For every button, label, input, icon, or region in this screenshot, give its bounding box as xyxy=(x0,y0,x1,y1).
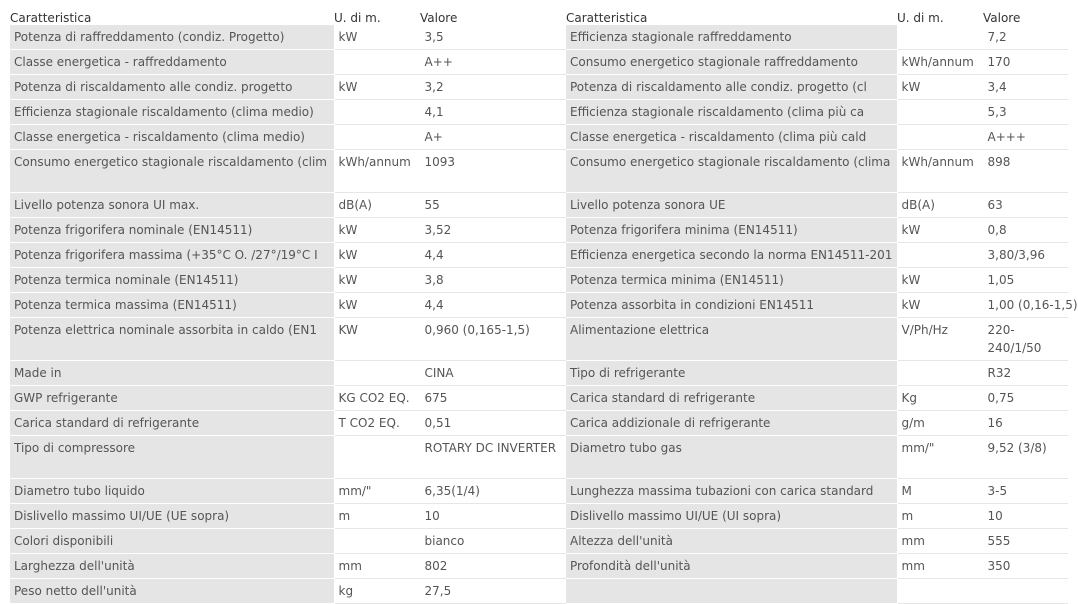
spec-name: Classe energetica - raffreddamento xyxy=(10,50,334,75)
spec-name: Altezza dell'unità xyxy=(566,529,897,554)
spec-rows-right xyxy=(566,25,1078,604)
spec-name: Efficienza stagionale riscaldamento (clima più ca xyxy=(566,100,897,125)
spec-name: Efficienza stagionale raffreddamento xyxy=(566,25,897,50)
table-row xyxy=(10,150,566,193)
spec-unit: m xyxy=(334,504,420,529)
spec-unit: KG CO2 EQ. xyxy=(334,386,420,411)
spec-name: Diametro tubo liquido xyxy=(10,479,334,504)
spec-unit xyxy=(334,50,420,75)
spec-unit xyxy=(897,125,983,150)
spec-value: 350 xyxy=(983,554,1067,579)
spec-value: 16 xyxy=(983,411,1067,436)
spec-unit xyxy=(334,436,420,479)
spec-value: CINA xyxy=(420,361,566,386)
spec-value: 3,8 xyxy=(420,268,566,293)
table-row xyxy=(566,268,1067,293)
table-row xyxy=(10,554,566,579)
table-row xyxy=(10,504,566,529)
spec-unit: KW xyxy=(334,318,420,361)
header-unit: U. di m. xyxy=(897,11,944,25)
spec-value: 0,960 (0,165-1,5) xyxy=(420,318,566,361)
table-row xyxy=(10,218,566,243)
table-row xyxy=(566,150,1067,193)
table-row xyxy=(566,529,1067,554)
spec-value: 27,5 xyxy=(420,579,566,604)
spec-name: Consumo energetico stagionale riscaldamento (clim xyxy=(10,150,334,193)
table-row xyxy=(566,479,1067,504)
spec-rows-left xyxy=(10,25,566,604)
spec-value: 6,35(1/4) xyxy=(420,479,566,504)
spec-name: Diametro tubo gas xyxy=(566,436,897,479)
spec-value: 7,2 xyxy=(983,25,1067,50)
table-row xyxy=(566,50,1067,75)
table-row xyxy=(566,554,1067,579)
table-row xyxy=(10,479,566,504)
spec-name xyxy=(566,579,897,604)
table-row xyxy=(10,386,566,411)
spec-value: 10 xyxy=(420,504,566,529)
spec-value: 4,4 xyxy=(420,293,566,318)
spec-unit: mm/" xyxy=(897,436,983,479)
table-row xyxy=(566,504,1067,529)
spec-name: Potenza termica minima (EN14511) xyxy=(566,268,897,293)
spec-unit: T CO2 EQ. xyxy=(334,411,420,436)
spec-value: 3,5 xyxy=(420,25,566,50)
table-row xyxy=(10,318,566,361)
spec-name: Larghezza dell'unità xyxy=(10,554,334,579)
table-row xyxy=(10,125,566,150)
spec-name: Consumo energetico stagionale riscaldamento (clima xyxy=(566,150,897,193)
spec-unit: kW xyxy=(334,268,420,293)
spec-unit xyxy=(897,100,983,125)
spec-name: Potenza frigorifera massima (+35°C O. /27°/19°C I xyxy=(10,243,334,268)
table-row xyxy=(566,386,1067,411)
spec-unit: kW xyxy=(897,218,983,243)
spec-name: Potenza elettrica nominale assorbita in caldo (EN1 xyxy=(10,318,334,361)
spec-value: 9,52 (3/8) xyxy=(983,436,1067,479)
spec-unit: kW xyxy=(897,293,983,318)
spec-unit: mm xyxy=(897,529,983,554)
spec-value: 0,51 xyxy=(420,411,566,436)
spec-value: 5,3 xyxy=(983,100,1067,125)
table-row xyxy=(566,579,1067,604)
table-row xyxy=(10,193,566,218)
spec-value: 802 xyxy=(420,554,566,579)
table-row xyxy=(10,436,566,479)
spec-unit xyxy=(897,243,983,268)
spec-unit: kW xyxy=(334,293,420,318)
spec-unit: kWh/annum xyxy=(897,50,983,75)
spec-name: Efficienza energetica secondo la norma EN14511-201 xyxy=(566,243,897,268)
spec-unit: mm xyxy=(334,554,420,579)
spec-unit: mm/" xyxy=(334,479,420,504)
spec-name: Potenza termica nominale (EN14511) xyxy=(10,268,334,293)
spec-unit: m xyxy=(897,504,983,529)
spec-unit: mm xyxy=(897,554,983,579)
table-row xyxy=(10,411,566,436)
spec-name: GWP refrigerante xyxy=(10,386,334,411)
spec-value: 3,80/3,96 xyxy=(983,243,1067,268)
spec-name: Colori disponibili xyxy=(10,529,334,554)
spec-unit: V/Ph/Hz xyxy=(897,318,983,361)
table-row xyxy=(10,100,566,125)
spec-unit: g/m xyxy=(897,411,983,436)
spec-name: Livello potenza sonora UE xyxy=(566,193,897,218)
table-row xyxy=(10,579,566,604)
spec-name: Carica standard di refrigerante xyxy=(566,386,897,411)
spec-name: Efficienza stagionale riscaldamento (clima medio) xyxy=(10,100,334,125)
spec-name: Alimentazione elettrica xyxy=(566,318,897,361)
table-row xyxy=(566,361,1067,386)
spec-name: Consumo energetico stagionale raffreddamento xyxy=(566,50,897,75)
spec-unit: kW xyxy=(334,243,420,268)
spec-unit xyxy=(334,529,420,554)
spec-name: Classe energetica - riscaldamento (clima medio) xyxy=(10,125,334,150)
spec-unit: kW xyxy=(334,25,420,50)
spec-unit xyxy=(334,100,420,125)
spec-value: 63 xyxy=(983,193,1067,218)
table-row xyxy=(10,75,566,100)
spec-unit: kW xyxy=(897,268,983,293)
table-row xyxy=(566,411,1067,436)
spec-value: 0,8 xyxy=(983,218,1067,243)
header-caratteristica: Caratteristica xyxy=(566,11,648,25)
header-value: Valore xyxy=(420,11,458,25)
spec-unit: dB(A) xyxy=(897,193,983,218)
spec-value: 4,4 xyxy=(420,243,566,268)
table-header-row xyxy=(10,6,566,25)
spec-value: 555 xyxy=(983,529,1067,554)
spec-unit xyxy=(897,25,983,50)
spec-unit xyxy=(334,361,420,386)
table-row xyxy=(10,243,566,268)
spec-value: 55 xyxy=(420,193,566,218)
table-row xyxy=(10,361,566,386)
spec-value: R32 xyxy=(983,361,1067,386)
spec-value: 1093 xyxy=(420,150,566,193)
spec-unit xyxy=(897,361,983,386)
spec-unit: kW xyxy=(334,75,420,100)
spec-value: 4,1 xyxy=(420,100,566,125)
spec-value: 1,00 (0,16-1,5) xyxy=(983,293,1067,318)
spec-value: 170 xyxy=(983,50,1067,75)
table-row xyxy=(566,25,1067,50)
spec-value: 3,2 xyxy=(420,75,566,100)
spec-value: A+++ xyxy=(983,125,1067,150)
spec-value xyxy=(983,579,1067,604)
table-row xyxy=(566,100,1067,125)
spec-value: 220-240/1/50 xyxy=(983,318,1067,361)
table-row xyxy=(566,436,1067,479)
table-row xyxy=(10,268,566,293)
spec-unit: kWh/annum xyxy=(897,150,983,193)
table-row xyxy=(10,25,566,50)
spec-unit: kg xyxy=(334,579,420,604)
spec-name: Potenza frigorifera nominale (EN14511) xyxy=(10,218,334,243)
spec-name: Made in xyxy=(10,361,334,386)
spec-value: 898 xyxy=(983,150,1067,193)
spec-value: 1,05 xyxy=(983,268,1067,293)
table-row xyxy=(566,243,1067,268)
spec-table-left xyxy=(10,6,567,604)
spec-name: Livello potenza sonora UI max. xyxy=(10,193,334,218)
spec-value: bianco xyxy=(420,529,566,554)
table-row xyxy=(566,293,1067,318)
spec-name: Potenza frigorifera minima (EN14511) xyxy=(566,218,897,243)
spec-name: Dislivello massimo UI/UE (UE sopra) xyxy=(10,504,334,529)
spec-name: Dislivello massimo UI/UE (UI sopra) xyxy=(566,504,897,529)
spec-unit xyxy=(897,579,983,604)
spec-name: Potenza assorbita in condizioni EN14511 xyxy=(566,293,897,318)
spec-unit: kWh/annum xyxy=(334,150,420,193)
table-row xyxy=(10,529,566,554)
spec-unit: kW xyxy=(897,75,983,100)
table-header-row xyxy=(566,6,1067,25)
spec-value: 3-5 xyxy=(983,479,1067,504)
spec-name: Potenza termica massima (EN14511) xyxy=(10,293,334,318)
spec-unit xyxy=(334,125,420,150)
spec-value: ROTARY DC INVERTER xyxy=(420,436,566,479)
spec-value: 10 xyxy=(983,504,1067,529)
spec-name: Profondità dell'unità xyxy=(566,554,897,579)
table-row xyxy=(566,125,1067,150)
header-unit: U. di m. xyxy=(334,11,381,25)
spec-name: Peso netto dell'unità xyxy=(10,579,334,604)
spec-value: 3,4 xyxy=(983,75,1067,100)
spec-name: Carica standard di refrigerante xyxy=(10,411,334,436)
spec-name: Carica addizionale di refrigerante xyxy=(566,411,897,436)
spec-name: Tipo di compressore xyxy=(10,436,334,479)
spec-name: Potenza di raffreddamento (condiz. Progetto) xyxy=(10,25,334,50)
table-row xyxy=(566,218,1067,243)
spec-unit: M xyxy=(897,479,983,504)
spec-value: A++ xyxy=(420,50,566,75)
spec-unit: Kg xyxy=(897,386,983,411)
table-row xyxy=(10,293,566,318)
spec-name: Lunghezza massima tubazioni con carica standard xyxy=(566,479,897,504)
table-row xyxy=(10,50,566,75)
table-row xyxy=(566,75,1067,100)
spec-unit: kW xyxy=(334,218,420,243)
table-row xyxy=(566,193,1067,218)
spec-name: Classe energetica - riscaldamento (clima più cald xyxy=(566,125,897,150)
table-row xyxy=(566,318,1067,361)
spec-name: Potenza di riscaldamento alle condiz. progetto xyxy=(10,75,334,100)
spec-value: 0,75 xyxy=(983,386,1067,411)
spec-name: Tipo di refrigerante xyxy=(566,361,897,386)
header-caratteristica: Caratteristica xyxy=(10,11,92,25)
spec-value: A+ xyxy=(420,125,566,150)
spec-value: 675 xyxy=(420,386,566,411)
header-value: Valore xyxy=(983,11,1021,25)
spec-name: Potenza di riscaldamento alle condiz. progetto (cl xyxy=(566,75,897,100)
spec-table-right xyxy=(566,6,1078,604)
spec-value: 3,52 xyxy=(420,218,566,243)
spec-unit: dB(A) xyxy=(334,193,420,218)
